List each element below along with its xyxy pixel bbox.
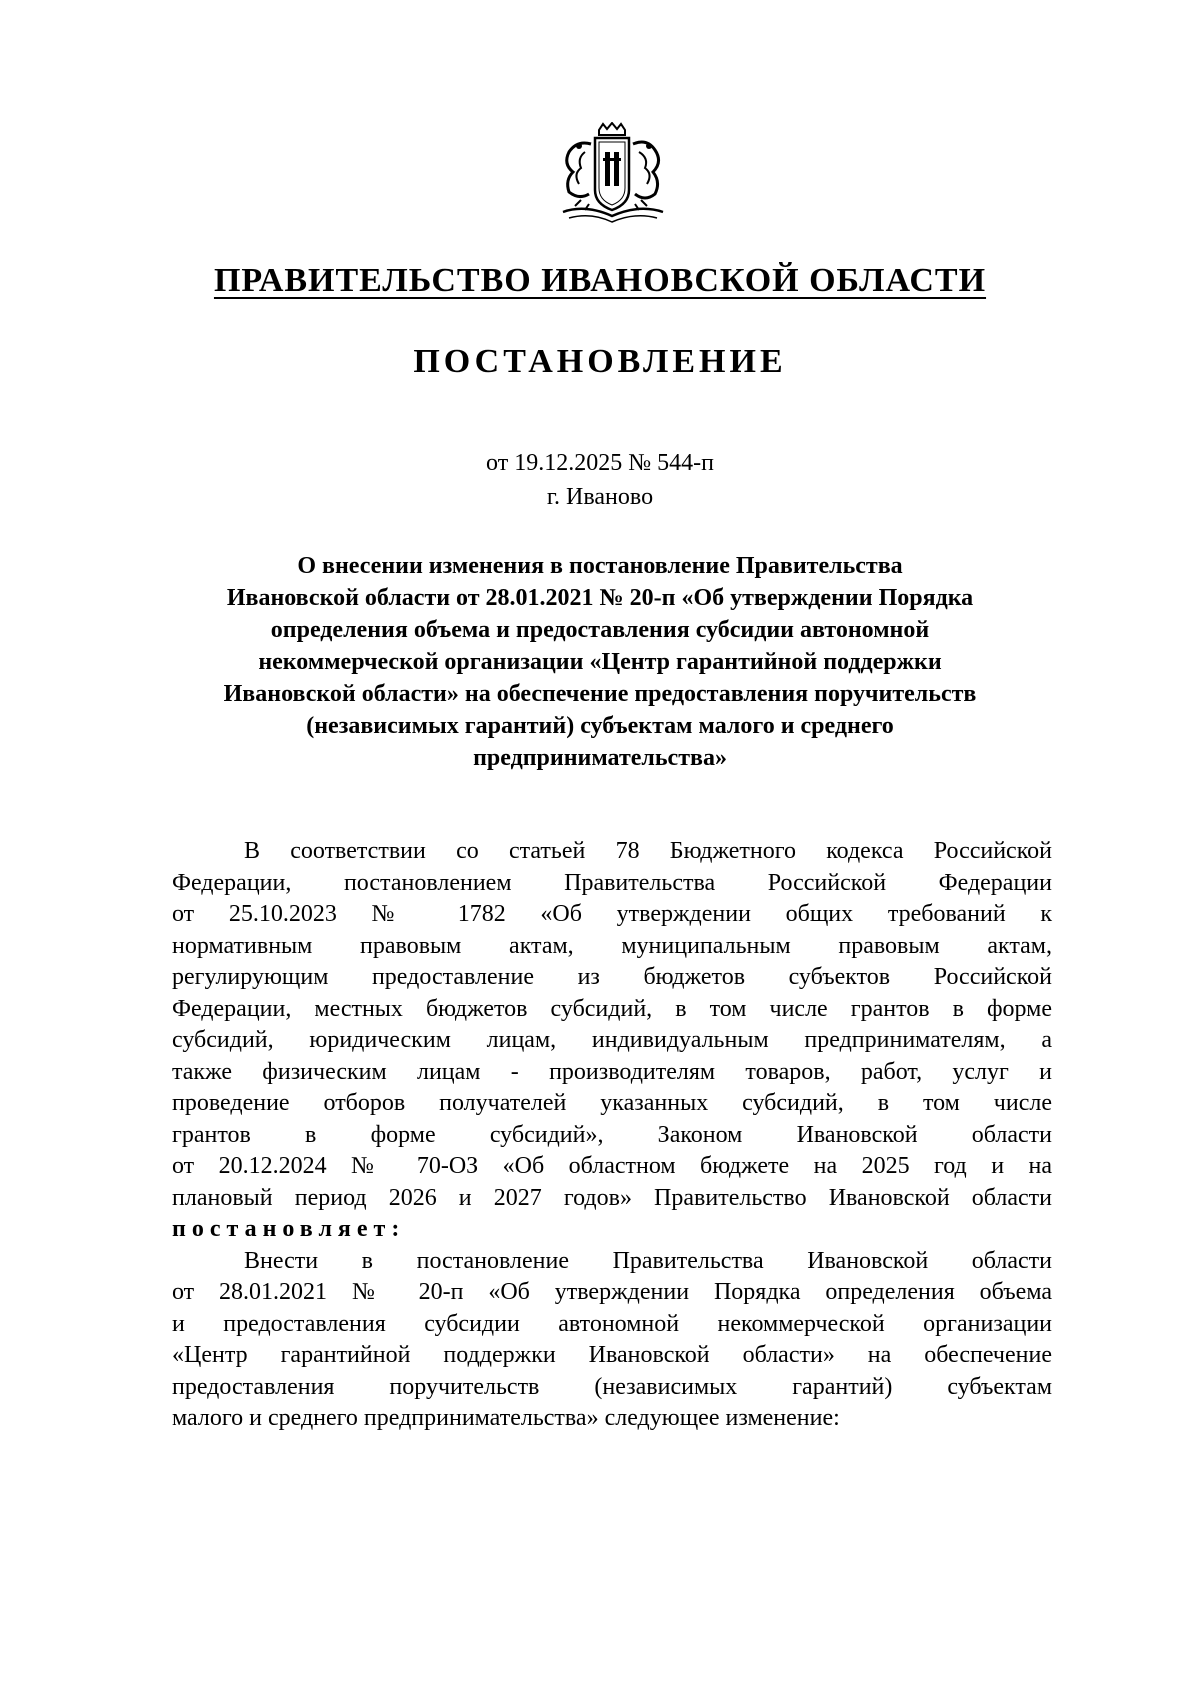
decision-line: предоставления поручительств (независимых гарантий) субъектам [172, 1373, 1052, 1400]
preamble-line: от 25.10.2023 № 1782 «Об утверждении общих требований к [172, 901, 1052, 927]
preamble-line: регулирующим предоставление из бюджетов субъектов Российской [172, 964, 1052, 990]
subject-line: определения объема и предоставления субсидии автономной [270, 617, 930, 643]
resolves-keyword: постановляет: [172, 1216, 406, 1242]
document-body [172, 836, 1052, 1435]
subject-line: Ивановской области от 28.01.2021 № 20-п «Об утверждении Порядка [226, 585, 974, 611]
subject-line: некоммерческой организации «Центр гарантийной поддержки [258, 649, 942, 675]
subject-line: предпринимательства» [473, 745, 727, 771]
decision-line: Внести в постановление Правительства Ивановской области [244, 1247, 1052, 1274]
ivanovo-coat-of-arms-icon [555, 122, 670, 227]
decision-line: малого и среднего предпринимательства» следующее изменение: [172, 1405, 840, 1431]
preamble-line: В соответствии со статьей 78 Бюджетного кодекса Российской [244, 838, 1052, 864]
document-subject [160, 550, 1040, 774]
document-date-number: от 19.12.2025 № 544-п [486, 450, 714, 476]
decision-line: и предоставления субсидии автономной некоммерческой организации [172, 1310, 1052, 1337]
preamble-line: плановый период 2026 и 2027 годов» Правительство Ивановской области [172, 1184, 1052, 1211]
document-city: г. Иваново [546, 484, 654, 510]
subject-line: О внесении изменения в постановление Правительства [297, 553, 903, 579]
subject-line: Ивановской области» на обеспечение предоставления поручительств [223, 681, 977, 707]
document-type-heading: ПОСТАНОВЛЕНИЕ [413, 343, 787, 380]
preamble-line: нормативным правовым актам, муниципальным правовым актам, [172, 932, 1052, 959]
preamble-line: также физическим лицам - производителям товаров, работ, услуг и [172, 1058, 1052, 1085]
subject-line: (независимых гарантий) субъектам малого и среднего [306, 713, 894, 739]
decision-line: «Центр гарантийной поддержки Ивановской области» на обеспечение [172, 1342, 1052, 1368]
preamble-line: субсидий, юридическим лицам, индивидуальным предпринимателям, а [172, 1027, 1052, 1053]
organization-title: ПРАВИТЕЛЬСТВО ИВАНОВСКОЙ ОБЛАСТИ [213, 262, 987, 299]
preamble-line: проведение отборов получателей указанных субсидий, в том числе [172, 1090, 1052, 1116]
preamble-line: грантов в форме субсидий», Законом Ивановской области [172, 1121, 1052, 1148]
preamble-line: от 20.12.2024 № 70-ОЗ «Об областном бюджете на 2025 год и на [172, 1153, 1052, 1179]
preamble-line: Федерации, местных бюджетов субсидий, в том числе грантов в форме [172, 995, 1052, 1022]
decision-line: от 28.01.2021 № 20-п «Об утверждении Порядка определения объема [172, 1279, 1052, 1305]
preamble-line: Федерации, постановлением Правительства Российской Федерации [172, 869, 1052, 896]
